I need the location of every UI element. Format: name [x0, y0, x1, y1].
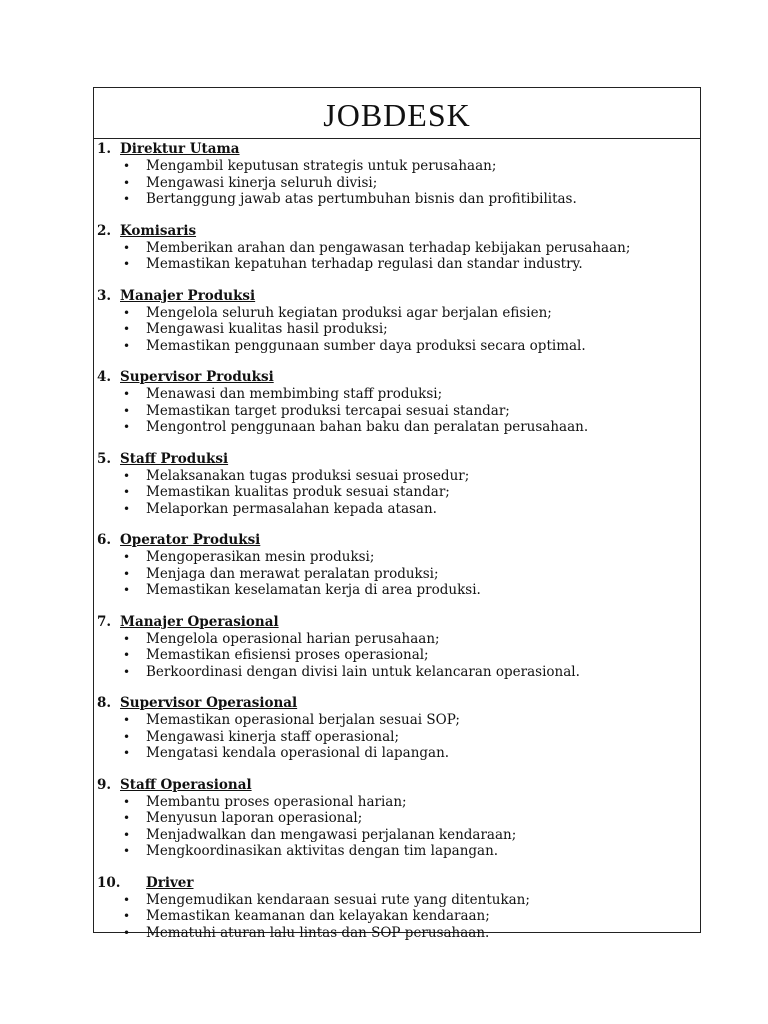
- bullet-icon: •: [123, 338, 131, 353]
- duty-text: Mengoperasikan mesin produksi;: [146, 549, 375, 565]
- duty-text: Mengemudikan kendaraan sesuai rute yang ditentukan;: [146, 891, 530, 908]
- duty-text: Berkoordinasi dengan divisi lain untuk kelancaran operasional.: [146, 663, 580, 680]
- duty-item: [94, 925, 700, 942]
- job-number: 7.: [97, 613, 112, 630]
- bullet-icon: •: [123, 468, 131, 483]
- duty-item: [94, 549, 700, 566]
- job-number: 2.: [97, 222, 112, 239]
- duty-text: Mengelola operasional harian perusahaan;: [146, 630, 440, 647]
- duty-text: Mengontrol penggunaan bahan baku dan peralatan perusahaan.: [146, 419, 589, 435]
- duty-text: Melaksanakan tugas produksi sesuai prosedur;: [146, 467, 470, 484]
- duty-text: Memberikan arahan dan pengawasan terhadap kebijakan perusahaan;: [146, 239, 631, 256]
- job-title: Komisaris: [120, 222, 197, 239]
- job-number: 6.: [97, 532, 112, 548]
- job-title: Supervisor Operasional: [120, 695, 298, 711]
- bullet-icon: •: [123, 729, 131, 744]
- duty-text: Memastikan efisiensi proses operasional;: [146, 647, 429, 663]
- job-section: [94, 532, 700, 599]
- duty-text: Melaporkan permasalahan kepada atasan.: [146, 500, 437, 517]
- job-section: [94, 614, 700, 681]
- duty-text: Mengawasi kualitas hasil produksi;: [146, 321, 388, 337]
- bullet-icon: •: [123, 485, 131, 499]
- job-number: 4.: [97, 369, 112, 385]
- duty-item: [94, 403, 700, 420]
- job-section: [94, 777, 700, 860]
- duty-text: Memastikan operasional berjalan sesuai SOP;: [146, 712, 460, 728]
- duty-item: [94, 631, 700, 648]
- job-section: [94, 141, 700, 208]
- bullet-icon: •: [123, 192, 131, 206]
- job-list: [94, 139, 700, 941]
- bullet-icon: •: [123, 550, 131, 564]
- duty-item: [94, 175, 700, 192]
- bullet-icon: •: [123, 387, 131, 401]
- job-heading: [94, 532, 700, 549]
- document-title: JOBDESK: [323, 96, 471, 133]
- duty-item: [94, 468, 700, 485]
- duty-item: [94, 501, 700, 518]
- duty-item: [94, 582, 700, 599]
- job-heading: [94, 369, 700, 386]
- bullet-icon: •: [123, 305, 131, 320]
- duty-text: Menjaga dan merawat peralatan produksi;: [146, 565, 439, 582]
- bullet-icon: •: [123, 501, 131, 516]
- bullet-icon: •: [123, 844, 131, 858]
- job-section: [94, 369, 700, 436]
- job-section: [94, 288, 700, 355]
- duty-item: [94, 240, 700, 257]
- job-heading: [94, 695, 700, 712]
- duty-item: [94, 321, 700, 338]
- duty-item: [94, 810, 700, 827]
- duty-item: [94, 908, 700, 925]
- duty-text: Menawasi dan membimbing staff produksi;: [146, 386, 443, 402]
- duty-text: Mengelola seluruh kegiatan produksi agar berjalan efisien;: [146, 304, 552, 321]
- duty-text: Membantu proses operasional harian;: [146, 793, 407, 810]
- job-title: Staff Operasional: [120, 776, 252, 793]
- bullet-icon: •: [123, 794, 131, 809]
- duty-text: Memastikan penggunaan sumber daya produksi secara optimal.: [146, 337, 586, 354]
- job-number: 8.: [97, 695, 112, 711]
- duty-item: [94, 794, 700, 811]
- job-title: Operator Produksi: [120, 532, 261, 548]
- duty-item: [94, 191, 700, 208]
- bullet-icon: •: [123, 811, 131, 825]
- bullet-icon: •: [123, 713, 131, 727]
- job-section: [94, 451, 700, 518]
- job-number: 5.: [97, 450, 112, 467]
- job-title: Driver: [146, 874, 194, 891]
- duty-item: [94, 419, 700, 436]
- duty-text: Menjadwalkan dan mengawasi perjalanan kendaraan;: [146, 826, 517, 843]
- jobdesk-document: [93, 87, 701, 941]
- title-row: [94, 88, 700, 139]
- job-number: 1.: [97, 141, 112, 157]
- duty-item: [94, 256, 700, 273]
- duty-item: [94, 338, 700, 355]
- bullet-icon: •: [123, 566, 131, 581]
- job-title: Supervisor Produksi: [120, 369, 274, 385]
- duty-text: Mengkoordinasikan aktivitas dengan tim lapangan.: [146, 843, 499, 859]
- duty-item: [94, 484, 700, 501]
- duty-text: Mengawasi kinerja seluruh divisi;: [146, 174, 378, 191]
- duty-item: [94, 745, 700, 762]
- duty-text: Mengawasi kinerja staff operasional;: [146, 728, 400, 745]
- duty-text: Bertanggung jawab atas pertumbuhan bisnis dan profitibilitas.: [146, 191, 577, 207]
- bullet-icon: •: [123, 257, 131, 271]
- bullet-icon: •: [123, 175, 131, 190]
- bullet-icon: •: [123, 583, 131, 597]
- duty-item: [94, 843, 700, 860]
- job-heading: [94, 141, 700, 158]
- bullet-icon: •: [123, 925, 131, 940]
- job-heading: [94, 288, 700, 305]
- job-heading: [94, 614, 700, 631]
- job-number: 10.: [97, 874, 121, 891]
- bullet-icon: •: [123, 322, 131, 336]
- bullet-icon: •: [123, 240, 131, 255]
- job-title: Manajer Produksi: [120, 287, 256, 304]
- job-title: Direktur Utama: [120, 141, 240, 157]
- duty-text: Menyusun laporan operasional;: [146, 810, 363, 826]
- bullet-icon: •: [123, 664, 131, 679]
- duty-item: [94, 729, 700, 746]
- bullet-icon: •: [123, 892, 131, 907]
- bullet-icon: •: [123, 631, 131, 646]
- duty-text: Mematuhi aturan lalu lintas dan SOP perusahaan.: [146, 924, 490, 941]
- job-section: [94, 223, 700, 273]
- duty-item: [94, 664, 700, 681]
- bullet-icon: •: [123, 648, 131, 662]
- bullet-icon: •: [123, 746, 131, 760]
- duty-item: [94, 892, 700, 909]
- duty-item: [94, 386, 700, 403]
- job-title: Staff Produksi: [120, 450, 229, 467]
- duty-item: [94, 712, 700, 729]
- duty-text: Memastikan keselamatan kerja di area produksi.: [146, 582, 481, 598]
- job-heading: [94, 875, 700, 892]
- bullet-icon: •: [123, 403, 131, 418]
- duty-item: [94, 647, 700, 664]
- bullet-icon: •: [123, 159, 131, 173]
- duty-text: Mengatasi kendala operasional di lapangan.: [146, 745, 450, 761]
- job-heading: [94, 223, 700, 240]
- duty-text: Memastikan target produksi tercapai sesuai standar;: [146, 402, 510, 419]
- duty-item: [94, 827, 700, 844]
- duty-item: [94, 305, 700, 322]
- duty-text: Memastikan kualitas produk sesuai standar;: [146, 484, 450, 500]
- bullet-icon: •: [123, 827, 131, 842]
- job-section: [94, 875, 700, 942]
- duty-item: [94, 158, 700, 175]
- bullet-icon: •: [123, 909, 131, 923]
- job-title: Manajer Operasional: [120, 613, 279, 630]
- duty-text: Memastikan kepatuhan terhadap regulasi dan standar industry.: [146, 256, 583, 272]
- duty-text: Mengambil keputusan strategis untuk perusahaan;: [146, 158, 497, 174]
- job-number: 9.: [97, 776, 112, 793]
- job-heading: [94, 451, 700, 468]
- duty-item: [94, 566, 700, 583]
- job-number: 3.: [97, 287, 112, 304]
- job-heading: [94, 777, 700, 794]
- bullet-icon: •: [123, 420, 131, 434]
- job-section: [94, 695, 700, 762]
- duty-text: Memastikan keamanan dan kelayakan kendaraan;: [146, 908, 490, 924]
